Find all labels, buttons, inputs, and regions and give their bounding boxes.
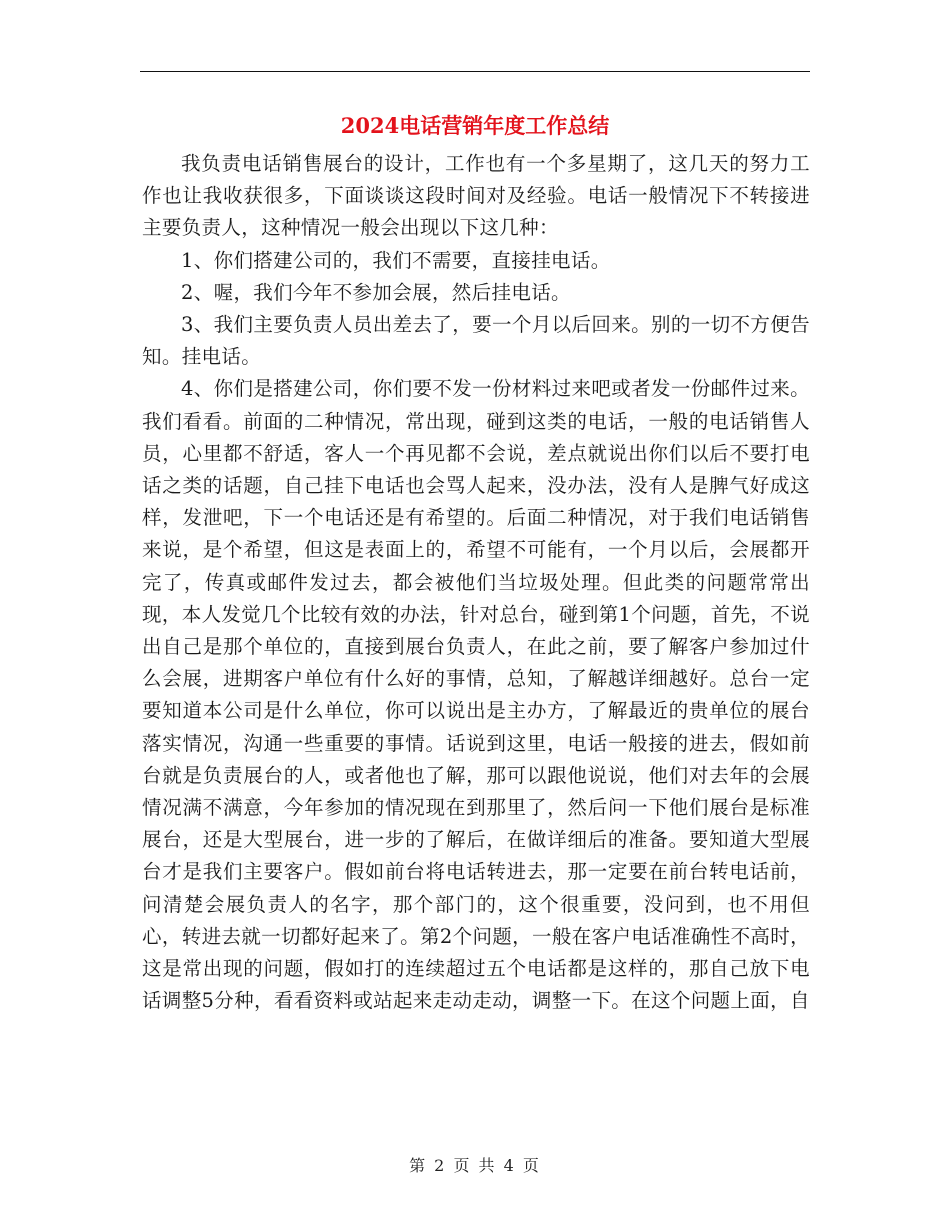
list-item-4: 4、你们是搭建公司，你们要不发一份材料过来吧或者发一份邮件过来。我们看看。前面的二种情况，常出现，碰到这类的电话，一般的电话销售人员，心里都不舒适，客人一个再见都不会说，差点就说出你们以后不要打电话之类的话题，自己挂下电话也会骂人起来，没办法，没有人是脾气好成这样，发泄吧，下一个电话还是有希望的。后面二种情况，对于我们电话销售来说，是个希望，但这是表面上的，希望不可能有，一个月以后，会展都开完了，传真或邮件发过去，都会被他们当垃圾处理。但此类的问题常常出现，本人发觉几个比较有效的办法，针对总台，碰到第1个问题，首先，不说出自己是那个单位的，直接到展台负责人，在此之前，要了解客户参加过什么会展，进期客户单位有什么好的事情，总知，了解越详细越好。总台一定要知道本公司是什么单位，你可以说出是主办方，了解最近的贵单位的展台落实情况，沟通一些重要的事情。话说到这里，电话一般接的进去，假如前台就是负责展台的人，或者他也了解，那可以跟他说说，他们对去年的会展情况满不满意，今年参加的情况现在到那里了，然后问一下他们展台是标准展台，还是大型展台，进一步的了解后，在做详细后的准备。要知道大型展台才是我们主要客户。假如前台将电话转进去，那一定要在前台转电话前，问清楚会展负责人的名字，那个部门的，这个很重要，没问到，也不用但心，转进去就一切都好起来了。第2个问题，一般在客户电话准确性不高时，这是常出现的问题，假如打的连续超过五个电话都是这样的，那自己放下电话调整5分种，看看资料或站起来走动走动，调整一下。在这个问题上面，自 xyxy=(142,377,810,1013)
header-rule xyxy=(140,71,810,72)
list-item-2: 2、喔，我们今年不参加会展，然后挂电话。 xyxy=(181,280,571,304)
list-item-3: 3、我们主要负责人员出差去了，要一个月以后回来。别的一切不方便告知。挂电话。 xyxy=(142,313,810,369)
intro-paragraph: 我负责电话销售展台的设计，工作也有一个多星期了，这几天的努力工作也让我收获很多，下面谈谈这段时间对及经验。电话一般情况下不转接进主要负责人，这种情况一般会出现以下这几种： xyxy=(142,152,810,240)
document-body xyxy=(142,148,810,1017)
page-number: 第 2 页 共 4 页 xyxy=(409,1156,541,1175)
list-item-1: 1、你们搭建公司的，我们不需要，直接挂电话。 xyxy=(181,248,611,272)
document-title: 2024电话营销年度工作总结 xyxy=(340,113,610,138)
